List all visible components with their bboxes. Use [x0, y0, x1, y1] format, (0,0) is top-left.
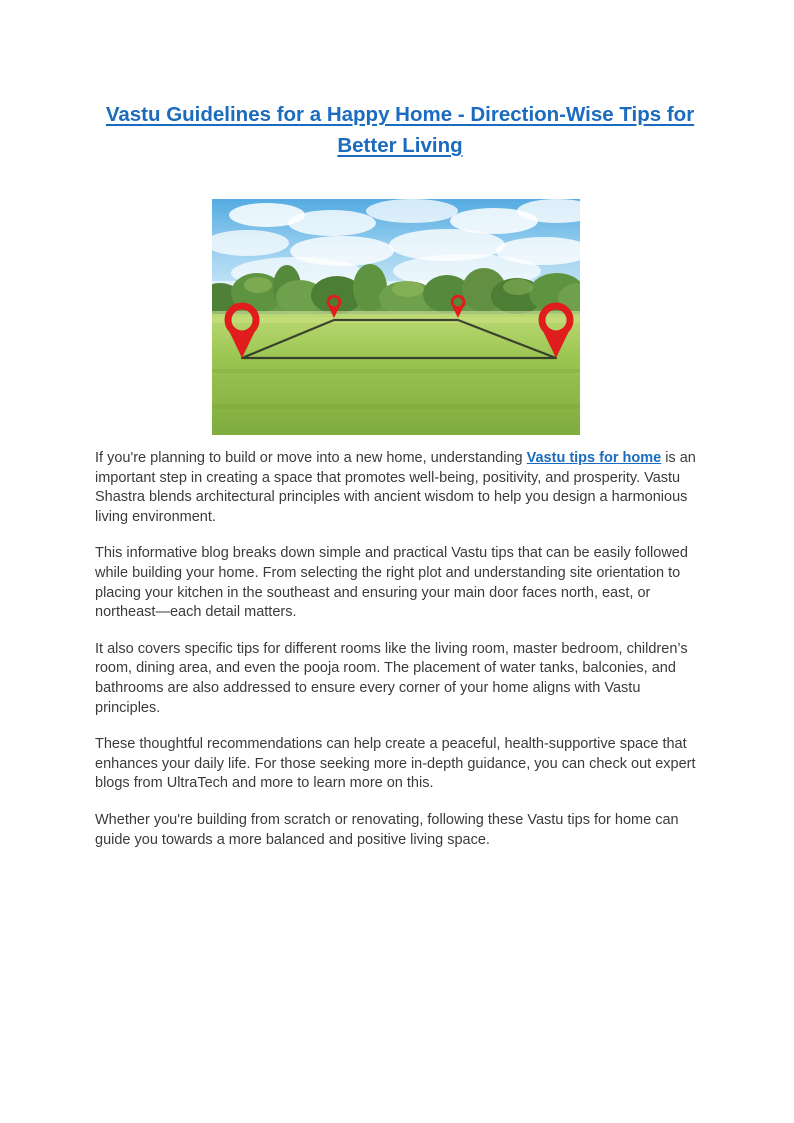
paragraph-intro-text-before: If you're planning to build or move into a new home, understanding [95, 450, 527, 466]
paragraph-intro-text-after: is an important step in creating a space that promotes well-being, positivity, and prosperity. Vastu Shastra blends architectural principles with ancient wisdom to help you design a harmonious living environment. [95, 450, 696, 525]
vastu-tips-link[interactable]: Vastu tips for home [526, 450, 662, 466]
paragraph-intro [95, 449, 705, 527]
plot-field-image [212, 199, 580, 435]
paragraph-recommendations: These thoughtful recommendations can help create a peaceful, health-supportive space that enhances your daily life. For those seeking more in-depth guidance, you can check out expert blogs from UltraTech and more to learn more on this. [95, 736, 696, 792]
paragraph-blog-overview: This informative blog breaks down simple and practical Vastu tips that can be easily followed while building your home. From selecting the right plot and understanding site orientation to placing your kitchen in the southeast and ensuring your main door faces north, east, or northeast—each detail matters. [95, 545, 688, 621]
page-title-line-1: Vastu Guidelines for a Happy Home - Direction-Wise Tips for [105, 103, 695, 126]
grass-field-shape [212, 314, 580, 435]
article-body [95, 449, 705, 867]
paragraph-conclusion: Whether you're building from scratch or renovating, following these Vastu tips for home can guide you towards a more balanced and positive living space. [95, 811, 679, 848]
page-title[interactable] [95, 99, 705, 161]
paragraph-room-tips: It also covers specific tips for different rooms like the living room, master bedroom, children’s room, dining area, and even the pooja room. The placement of water tanks, balconies, and bathrooms are also addressed to ensure every corner of your home aligns with Vastu principles. [95, 640, 688, 716]
plot-field-illustration [212, 199, 580, 435]
page-title-line-2: Better Living [337, 134, 463, 157]
